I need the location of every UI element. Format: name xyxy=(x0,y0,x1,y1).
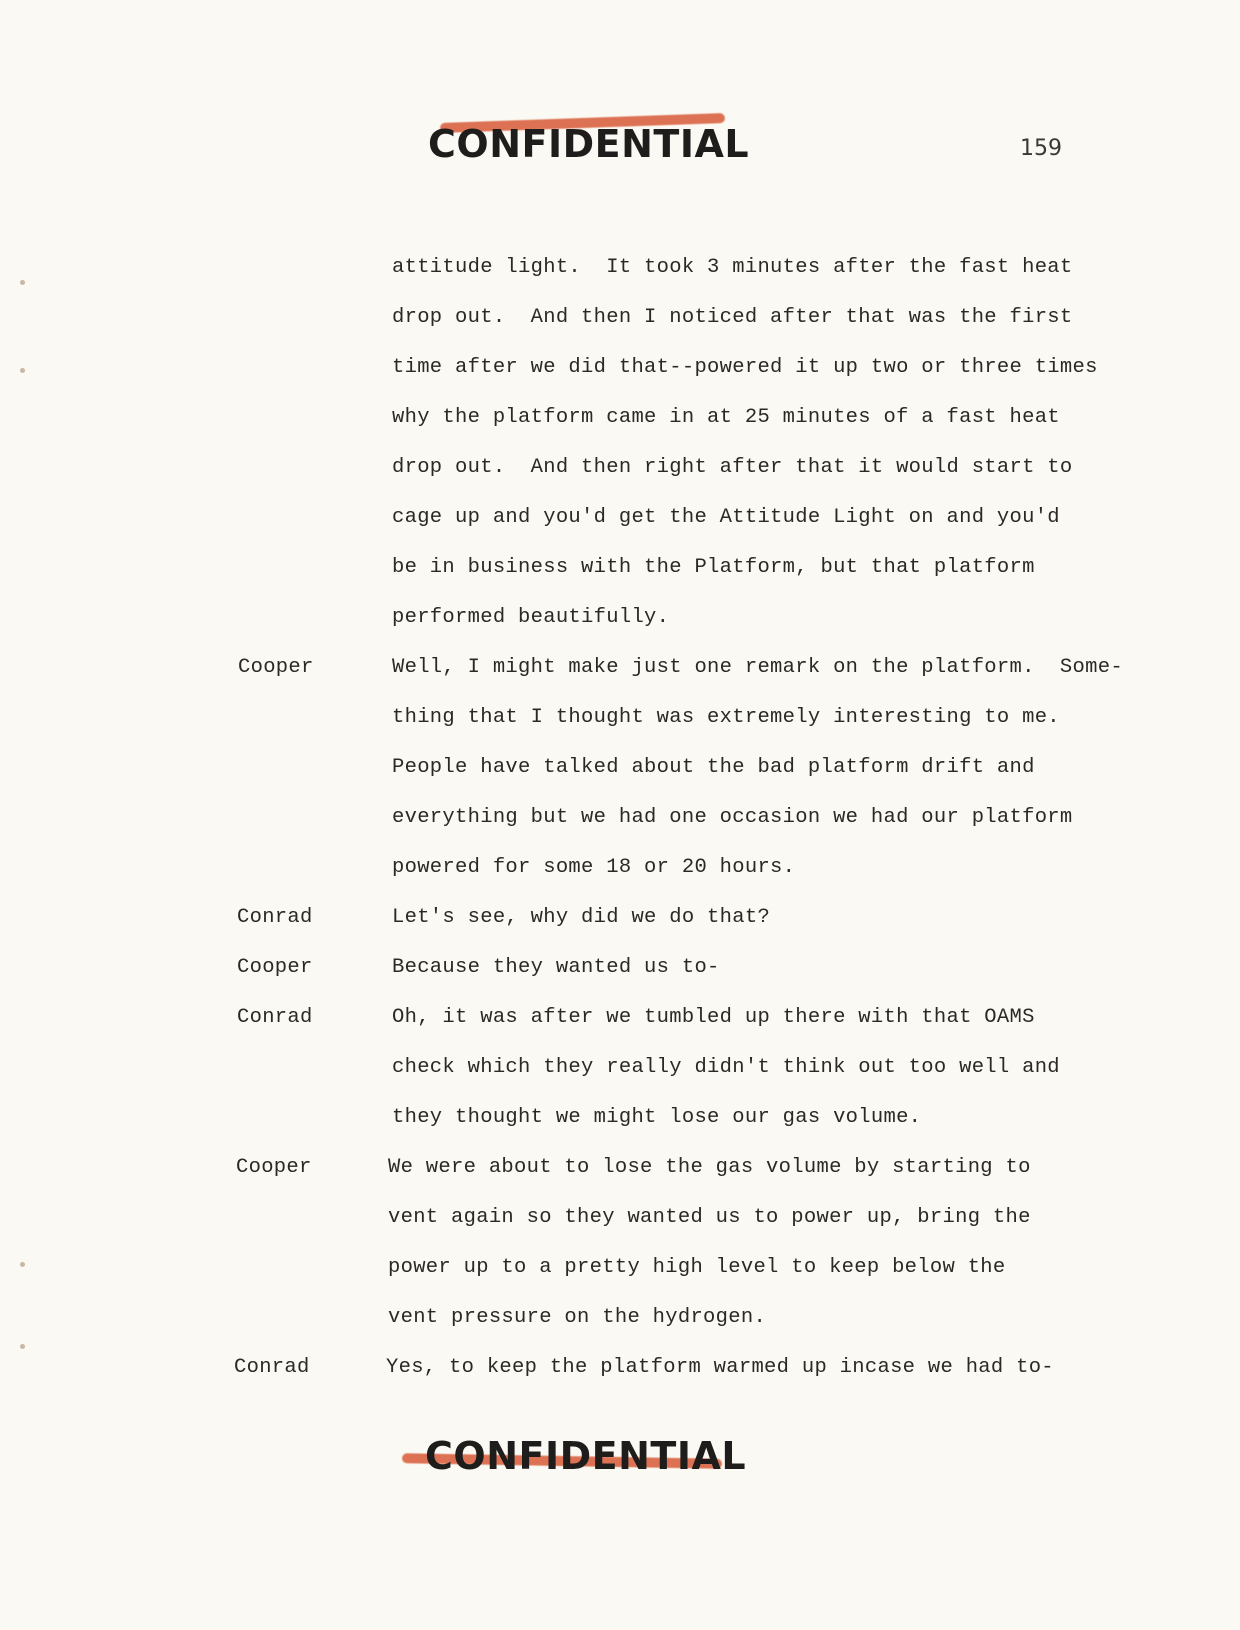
text-line: why the platform came in at 25 minutes of a fast heat xyxy=(392,406,1060,429)
text-line: check which they really didn't think out too well and xyxy=(392,1056,1060,1079)
page-number: 159 xyxy=(1020,136,1062,161)
text-line: they thought we might lose our gas volume. xyxy=(392,1106,922,1129)
paper-mark xyxy=(20,368,25,373)
text-line: We were about to lose the gas volume by starting to xyxy=(388,1156,1031,1179)
confidential-stamp-top: CONFIDENTIAL xyxy=(428,122,750,166)
speaker-label: Cooper xyxy=(238,656,314,679)
text-line: attitude light. It took 3 minutes after the fast heat xyxy=(392,256,1073,279)
text-line: Let's see, why did we do that? xyxy=(392,906,771,929)
paper-mark xyxy=(20,1262,25,1267)
text-line: People have talked about the bad platform drift and xyxy=(392,756,1035,779)
text-line: thing that I thought was extremely interesting to me. xyxy=(392,706,1060,729)
text-line: vent again so they wanted us to power up, bring the xyxy=(388,1206,1031,1229)
confidential-stamp-bottom: CONFIDENTIAL xyxy=(425,1434,747,1478)
paper-mark xyxy=(20,1344,25,1349)
speaker-label: Conrad xyxy=(237,1006,313,1029)
speaker-label: Cooper xyxy=(237,956,313,979)
text-line: Well, I might make just one remark on the platform. Some- xyxy=(392,656,1123,679)
text-line: powered for some 18 or 20 hours. xyxy=(392,856,796,879)
speaker-label: Conrad xyxy=(237,906,313,929)
text-line: drop out. And then I noticed after that was the first xyxy=(392,306,1073,329)
text-line: performed beautifully. xyxy=(392,606,670,629)
text-line: time after we did that--powered it up two or three times xyxy=(392,356,1098,379)
text-line: drop out. And then right after that it would start to xyxy=(392,456,1073,479)
text-line: vent pressure on the hydrogen. xyxy=(388,1306,767,1329)
speaker-label: Conrad xyxy=(234,1356,310,1379)
text-line: Because they wanted us to- xyxy=(392,956,720,979)
text-line: Oh, it was after we tumbled up there with that OAMS xyxy=(392,1006,1035,1029)
text-line: power up to a pretty high level to keep below the xyxy=(388,1256,1006,1279)
paper-mark xyxy=(20,280,25,285)
text-line: cage up and you'd get the Attitude Light on and you'd xyxy=(392,506,1060,529)
text-line: everything but we had one occasion we had our platform xyxy=(392,806,1073,829)
text-line: Yes, to keep the platform warmed up incase we had to- xyxy=(386,1356,1054,1379)
speaker-label: Cooper xyxy=(236,1156,312,1179)
text-line: be in business with the Platform, but that platform xyxy=(392,556,1035,579)
